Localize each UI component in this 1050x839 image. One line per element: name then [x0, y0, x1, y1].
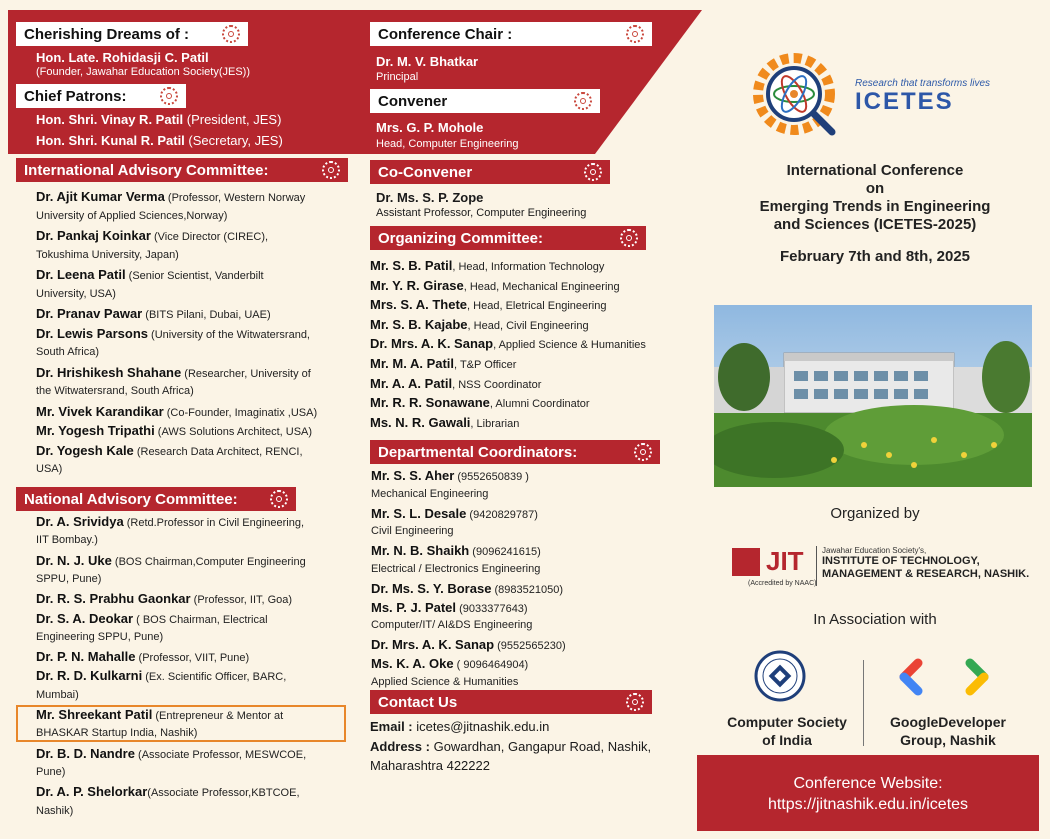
departmental-detail: ( 9096464904): [453, 659, 529, 671]
national-name: Dr. P. N. Mahalle: [36, 649, 136, 665]
organizing-detail: , Head, Civil Engineering: [467, 319, 589, 332]
patron-1: [36, 112, 281, 127]
intl-name: Mr. Vivek Karandikar: [36, 403, 164, 419]
national-name: Dr. R. S. Prabhu Gaonkar: [36, 591, 191, 607]
intl-line: [36, 324, 310, 345]
national-line: [36, 551, 306, 572]
national-name: Dr. A. P. Shelorkar: [36, 784, 148, 800]
intl-line: [36, 265, 264, 286]
departmental-detail: Civil Engineering: [371, 525, 454, 538]
patrons-header-label: Chief Patrons:: [24, 87, 127, 105]
campus-photo: [714, 305, 1032, 487]
national-name: Dr. N. J. Uke: [36, 552, 112, 568]
national-detail: (Professor, VIIT, Pune): [135, 652, 250, 665]
departmental-name: Ms. K. A. Oke: [371, 656, 454, 671]
email-value: icetes@jitnashik.edu.in: [412, 719, 550, 734]
cherishing-role: (Founder, Jawahar Education Society(JES)): [36, 66, 250, 78]
intl-detail: (AWS Solutions Architect, USA): [154, 426, 313, 438]
coconvener-role: Assistant Professor, Computer Engineering: [376, 207, 587, 219]
conference-dates: February 7th and 8th, 2025: [779, 248, 971, 265]
organizing-name: Mr. S. B. Patil: [370, 258, 453, 273]
organizing-line: [370, 413, 519, 434]
intl-detail: University of Applied Sciences,Norway): [36, 209, 228, 222]
intl-detail: (BITS Pilani, Dubai, UAE): [142, 309, 271, 321]
csi-line-1: Computer Society: [727, 714, 847, 730]
national-detail: (Entrepreneur & Mentor at: [152, 710, 284, 722]
intl-name: Dr. Pankaj Koinkar: [36, 228, 151, 243]
departmental-name: Mr. N. B. Shaikh: [371, 543, 470, 559]
departmental-detail: Applied Science & Humanities: [371, 675, 519, 688]
jit-name-2: MANAGEMENT & RESEARCH, NASHIK.: [822, 568, 1030, 580]
gear-icon: [574, 92, 592, 110]
organizing-detail: , Head, Eletrical Engineering: [467, 300, 607, 313]
website-label: Conference Website:: [793, 775, 943, 792]
jit-accredited: (Accredited by NAAC): [748, 580, 817, 587]
organizing-line: [370, 334, 646, 355]
chair-name: Dr. M. V. Bhatkar: [376, 54, 479, 69]
intl-line: [36, 246, 179, 265]
organizing-line: [370, 315, 589, 336]
departmental-name: Ms. P. J. Patel: [371, 599, 457, 615]
intl-line: [36, 363, 311, 384]
conference-title: [700, 162, 1050, 234]
title-line-3: Emerging Trends in Engineering: [759, 198, 991, 215]
national-header-label: National Advisory Committee:: [24, 490, 238, 508]
highlight-box: [16, 705, 346, 742]
gear-icon: [634, 443, 652, 461]
intl-detail: (Senior Scientist, Vanderbilt: [125, 270, 264, 282]
departmental-detail: (9096241615): [469, 546, 541, 559]
national-name: Dr. S. A. Deokar: [36, 610, 134, 626]
website-url[interactable]: https://jitnashik.edu.in/icetes: [767, 796, 969, 813]
national-detail: (BOS Chairman,Computer Engineering: [111, 555, 306, 568]
convener-name: Mrs. G. P. Mohole: [376, 120, 484, 135]
patron-1-role: (President, JES): [183, 112, 282, 127]
jit-mark-icon: [732, 548, 760, 576]
national-header: [16, 487, 296, 511]
gdg-name: [870, 713, 1026, 749]
national-detail: (Professor, IIT, Goa): [190, 594, 293, 607]
intl-detail: Tokushima University, Japan): [36, 248, 179, 261]
intl-detail: (Co-Founder, Imaginatix ,USA): [163, 406, 318, 419]
intl-line: [36, 187, 305, 208]
csi-line-2: of India: [762, 732, 812, 748]
gear-icon: [584, 163, 602, 181]
gear-icon: [626, 693, 644, 711]
national-detail: Engineering SPPU, Pune): [36, 630, 164, 643]
intl-line: [36, 421, 312, 442]
contact-email: [370, 719, 549, 734]
gear-icon: [620, 229, 638, 247]
national-line: [36, 628, 163, 647]
national-line: [36, 531, 98, 550]
national-line: [36, 647, 249, 668]
departmental-header: [370, 440, 660, 464]
website-banner: [697, 755, 1039, 831]
national-line: [36, 589, 292, 610]
convener-role: Head, Computer Engineering: [376, 138, 519, 150]
departmental-name: Dr. Ms. S. Y. Borase: [371, 580, 492, 596]
gear-icon: [322, 161, 340, 179]
logo-text: ICETES: [855, 88, 954, 115]
national-detail: Pune): [36, 765, 66, 778]
departmental-line: [371, 560, 540, 579]
organizing-header-label: Organizing Committee:: [378, 229, 544, 247]
logo-tagline: Research that transforms lives: [855, 78, 991, 89]
departmental-line: [371, 616, 532, 635]
national-line: [36, 666, 286, 687]
organizing-line: [370, 374, 541, 395]
contact-header-label: Contact Us: [378, 693, 458, 711]
departmental-name: Mr. S. S. Aher: [371, 468, 455, 483]
organizing-name: Mr. Y. R. Girase: [370, 277, 464, 293]
departmental-detail: (9420829787): [466, 508, 538, 521]
organizing-name: Mr. A. A. Patil: [370, 375, 453, 391]
intl-name: Dr. Leena Patil: [36, 267, 126, 282]
gear-icon: [626, 25, 644, 43]
cherishing-header: [16, 22, 248, 46]
intl-line: [36, 460, 62, 479]
convener-header: [370, 89, 600, 113]
coconvener-header-label: Co-Convener: [378, 163, 473, 181]
departmental-detail: (8983521050): [491, 583, 563, 596]
chair-role: Principal: [376, 71, 419, 83]
association-divider: [863, 660, 864, 746]
intl-name: Dr. Pranav Pawar: [36, 306, 143, 321]
intl-name: Dr. Lewis Parsons: [36, 325, 148, 341]
national-name: Mr. Shreekant Patil: [36, 707, 153, 722]
address-label: Address :: [370, 739, 430, 754]
intl-detail: USA): [36, 463, 63, 475]
contact-address: [370, 739, 651, 754]
patrons-header: [16, 84, 186, 108]
national-name: Dr. R. D. Kulkarni: [36, 668, 143, 684]
national-name: Dr. B. D. Nandre: [36, 745, 135, 761]
intl-detail: (Researcher, University of: [181, 367, 311, 380]
csi-logo-icon: [754, 650, 806, 702]
organizing-line: [370, 354, 516, 375]
national-line: [36, 686, 79, 705]
national-detail: IIT Bombay.): [36, 534, 98, 547]
intl-line: [36, 441, 303, 462]
address-line-1: Gowardhan, Gangapur Road, Nashik,: [429, 739, 652, 754]
organizing-detail: , NSS Coordinator: [452, 378, 542, 391]
national-detail: (Ex. Scientific Officer, BARC,: [142, 671, 287, 684]
organizing-detail: , Head, Mechanical Engineering: [463, 280, 620, 293]
organizing-name: Mr. S. B. Kajabe: [370, 316, 468, 332]
organizing-line: [370, 393, 590, 414]
organized-by: Organized by: [830, 505, 920, 522]
email-label: Email :: [370, 719, 413, 734]
jit-society: Jawahar Education Society's,: [822, 546, 927, 555]
coconvener-header: [370, 160, 610, 184]
coconvener-name: Dr. Ms. S. P. Zope: [376, 190, 484, 205]
intl-detail: (University of the Witwatersrand,: [148, 328, 310, 341]
intl-line: [36, 285, 116, 304]
departmental-line: [371, 522, 454, 541]
organizing-name: Mr. R. R. Sonawane: [370, 395, 490, 411]
national-detail: (Retd.Professor in Civil Engineering,: [123, 517, 305, 529]
chair-header-label: Conference Chair :: [378, 25, 513, 43]
intl-header: [16, 158, 348, 182]
organizing-detail: , T&P Officer: [454, 359, 517, 371]
national-detail: Nashik): [36, 804, 74, 817]
national-detail: ( BOS Chairman, Electrical: [133, 613, 268, 626]
patron-1-name: Hon. Shri. Vinay R. Patil: [36, 112, 184, 127]
organizing-name: Ms. N. R. Gawali: [370, 414, 471, 430]
national-detail: SPPU, Pune): [36, 572, 102, 585]
organizing-detail: , Applied Science & Humanities: [493, 339, 646, 352]
gear-icon: [270, 490, 288, 508]
intl-name: Mr. Yogesh Tripathi: [36, 423, 155, 438]
departmental-name: Dr. Mrs. A. K. Sanap: [371, 637, 495, 653]
organizing-line: [370, 295, 606, 316]
intl-line: [36, 343, 99, 362]
gdg-line-1: GoogleDeveloper: [890, 714, 1006, 730]
organizing-name: Mr. M. A. Patil: [370, 356, 455, 371]
organizing-name: Dr. Mrs. A. K. Sanap: [370, 336, 494, 352]
departmental-detail: Mechanical Engineering: [371, 487, 489, 500]
organizing-header: [370, 226, 646, 250]
gdg-logo-icon: [898, 657, 990, 697]
jit-short: JIT: [766, 546, 804, 576]
intl-detail: University, USA): [36, 287, 116, 300]
national-detail: (Associate Professor, MESWCOE,: [134, 748, 307, 761]
national-line: [36, 512, 304, 533]
jit-logo: [732, 546, 1032, 600]
jit-name-1: INSTITUTE OF TECHNOLOGY,: [822, 555, 980, 567]
departmental-header-label: Departmental Coordinators:: [378, 443, 578, 461]
cherishing-name: Hon. Late. Rohidasji C. Patil: [36, 50, 209, 65]
title-line-4: and Sciences (ICETES-2025): [773, 216, 977, 233]
gear-icon: [222, 25, 240, 43]
organizing-name: Mrs. S. A. Thete: [370, 297, 468, 313]
departmental-detail: Electrical / Electronics Engineering: [371, 563, 541, 575]
departmental-detail: (9033377643): [456, 602, 528, 615]
address-line-2: Maharashtra 422222: [370, 758, 490, 773]
intl-detail: (Research Data Architect, RENCI,: [133, 445, 303, 458]
departmental-line: [371, 485, 488, 504]
departmental-detail: (9552565230): [494, 640, 566, 653]
contact-header: [370, 690, 652, 714]
title-line-2: on: [865, 180, 885, 197]
gdg-line-2: Group, Nashik: [900, 732, 996, 748]
organizing-detail: , Head, Information Technology: [452, 261, 605, 273]
icetes-logo-icon: [748, 50, 853, 140]
csi-name: [712, 713, 862, 749]
intl-name: Dr. Yogesh Kale: [36, 442, 134, 458]
intl-detail: (Professor, Western Norway: [164, 192, 306, 204]
intl-detail: (Vice Director (CIREC),: [150, 231, 269, 243]
intl-line: [36, 226, 268, 247]
national-detail: Mumbai): [36, 688, 79, 701]
national-detail: (Associate Professor,KBTCOE,: [147, 787, 300, 800]
intl-header-label: International Advisory Committee:: [24, 161, 269, 179]
national-detail: BHASKAR Startup India, Nashik): [36, 727, 198, 740]
national-line: [36, 744, 306, 765]
cherishing-header-label: Cherishing Dreams of :: [24, 25, 190, 43]
patron-2-role: (Secretary, JES): [184, 133, 283, 148]
association: In Association with: [813, 611, 937, 628]
organizing-line: [370, 256, 604, 277]
national-line: [36, 782, 300, 803]
intl-detail: the Witwatersrand, South Africa): [36, 385, 194, 397]
intl-line: [36, 382, 194, 401]
intl-name: Dr. Hrishikesh Shahane: [36, 364, 182, 380]
departmental-name: Mr. S. L. Desale: [371, 505, 467, 521]
intl-line: [36, 304, 271, 325]
national-line: [36, 763, 65, 782]
chair-header: [370, 22, 652, 46]
national-line: [36, 802, 73, 821]
patron-2: [36, 133, 283, 148]
title-line-1: International Conference: [786, 162, 964, 179]
national-name: Dr. A. Srividya: [36, 514, 124, 529]
intl-line: [36, 402, 317, 423]
departmental-line: [371, 673, 518, 692]
departmental-detail: (9552650839 ): [454, 471, 529, 483]
organizing-detail: , Alumni Coordinator: [489, 398, 590, 411]
organizing-detail: , Librarian: [470, 417, 520, 430]
departmental-detail: Computer/IT/ AI&DS Engineering: [371, 619, 533, 632]
intl-line: [36, 207, 227, 226]
intl-detail: South Africa): [36, 346, 99, 358]
organizing-line: [370, 276, 620, 297]
gear-icon: [160, 87, 178, 105]
convener-header-label: Convener: [378, 92, 448, 110]
intl-name: Dr. Ajit Kumar Verma: [36, 189, 165, 204]
national-line: [36, 570, 101, 589]
patron-2-name: Hon. Shri. Kunal R. Patil: [36, 133, 185, 148]
national-line: [36, 609, 268, 630]
